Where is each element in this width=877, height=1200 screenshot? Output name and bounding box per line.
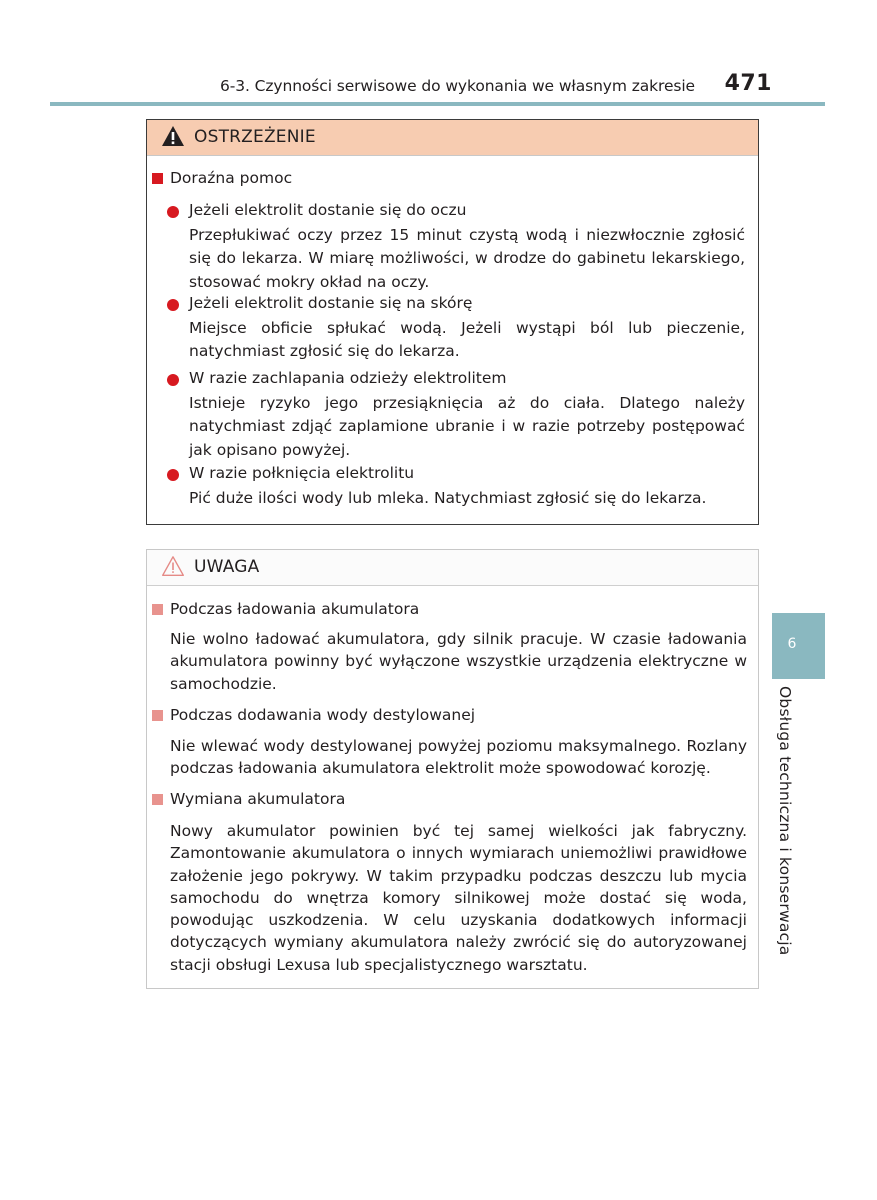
square-bullet-icon (152, 604, 163, 615)
notice-title: UWAGA (194, 557, 260, 577)
square-bullet-icon (152, 710, 163, 721)
warning-item-text: Istnieje ryzyko jego przesiąknięcia aż do ciała. Dlatego należy natychmiast zdjąć zaplamione ubranie i w razie potrzeby postępować jak opisano powyżej. (189, 394, 745, 459)
warning-item-title: W razie połknięcia elektrolitu (189, 464, 415, 482)
round-bullet-icon (167, 206, 179, 218)
notice-section-title: Podczas dodawania wody destylowanej (170, 706, 476, 724)
chapter-tab[interactable] (772, 613, 825, 679)
page-number: 471 (724, 71, 772, 96)
round-bullet-icon (167, 374, 179, 386)
square-bullet-icon (152, 794, 163, 805)
notice-section-text: Nie wlewać wody destylowanej powyżej poziomu maksymalnego. Rozlany podczas ładowania akumulatora elektrolit może spowodować korozję. (170, 737, 747, 778)
warning-section-title: Doraźna pomoc (170, 169, 293, 187)
warning-item-text: Przepłukiwać oczy przez 15 minut czystą wodą i niezwłocznie zgłosić się do lekarza. W miarę możliwości, w drodze do gabinetu lekarskiego, stosować mokry okład na oczy. (189, 226, 745, 291)
caution-triangle-icon (161, 555, 185, 577)
warning-header (147, 120, 758, 156)
warning-item-text: Miejsce obficie spłukać wodą. Jeżeli wystąpi ból lub pieczenie, natychmiast zgłosić się do lekarza. (189, 319, 745, 361)
notice-section-text: Nowy akumulator powinien być tej samej wielkości jak fabryczny. Zamontowanie akumulatora o innych wymiarach uniemożliwi prawidłowe założenie jego pokrywy. W takim przypadku podczas deszczu lub mycia samochodu do wnętrza komory silnikowej może dostać się woda, powodując uszkodzenia. W celu uzyskania dodatkowych informacji dotyczących wymiany akumulatora należy zwrócić się do autoryzowanej stacji obsługi Lexusa lub specjalistycznego warsztatu. (170, 822, 747, 974)
warning-item-text: Pić duże ilości wody lub mleka. Natychmiast zgłosić się do lekarza. (189, 489, 707, 507)
round-bullet-icon (167, 469, 179, 481)
square-bullet-icon (152, 173, 163, 184)
warning-item-title: Jeżeli elektrolit dostanie się na skórę (189, 294, 473, 312)
notice-section-title: Podczas ładowania akumulatora (170, 600, 420, 618)
notice-header (147, 550, 758, 586)
warning-item-title: Jeżeli elektrolit dostanie się do oczu (189, 201, 467, 219)
chapter-number: 6 (787, 636, 797, 652)
notice-box (146, 549, 759, 989)
warning-box (146, 119, 759, 525)
warning-item-title: W razie zachlapania odzieży elektrolitem (189, 369, 507, 387)
chapter-label: Obsługa techniczna i konserwacja (776, 686, 794, 956)
round-bullet-icon (167, 299, 179, 311)
warning-title: OSTRZEŻENIE (194, 127, 316, 147)
notice-section-text: Nie wolno ładować akumulatora, gdy silnik pracuje. W czasie ładowania akumulatora powinny być wyłączone wszystkie urządzenia elektryczne w samochodzie. (170, 630, 747, 693)
warning-triangle-icon (161, 125, 185, 147)
header-divider (50, 102, 825, 106)
notice-section-title: Wymiana akumulatora (170, 790, 346, 808)
chapter-title: 6-3. Czynności serwisowe do wykonania we własnym zakresie (219, 77, 695, 95)
